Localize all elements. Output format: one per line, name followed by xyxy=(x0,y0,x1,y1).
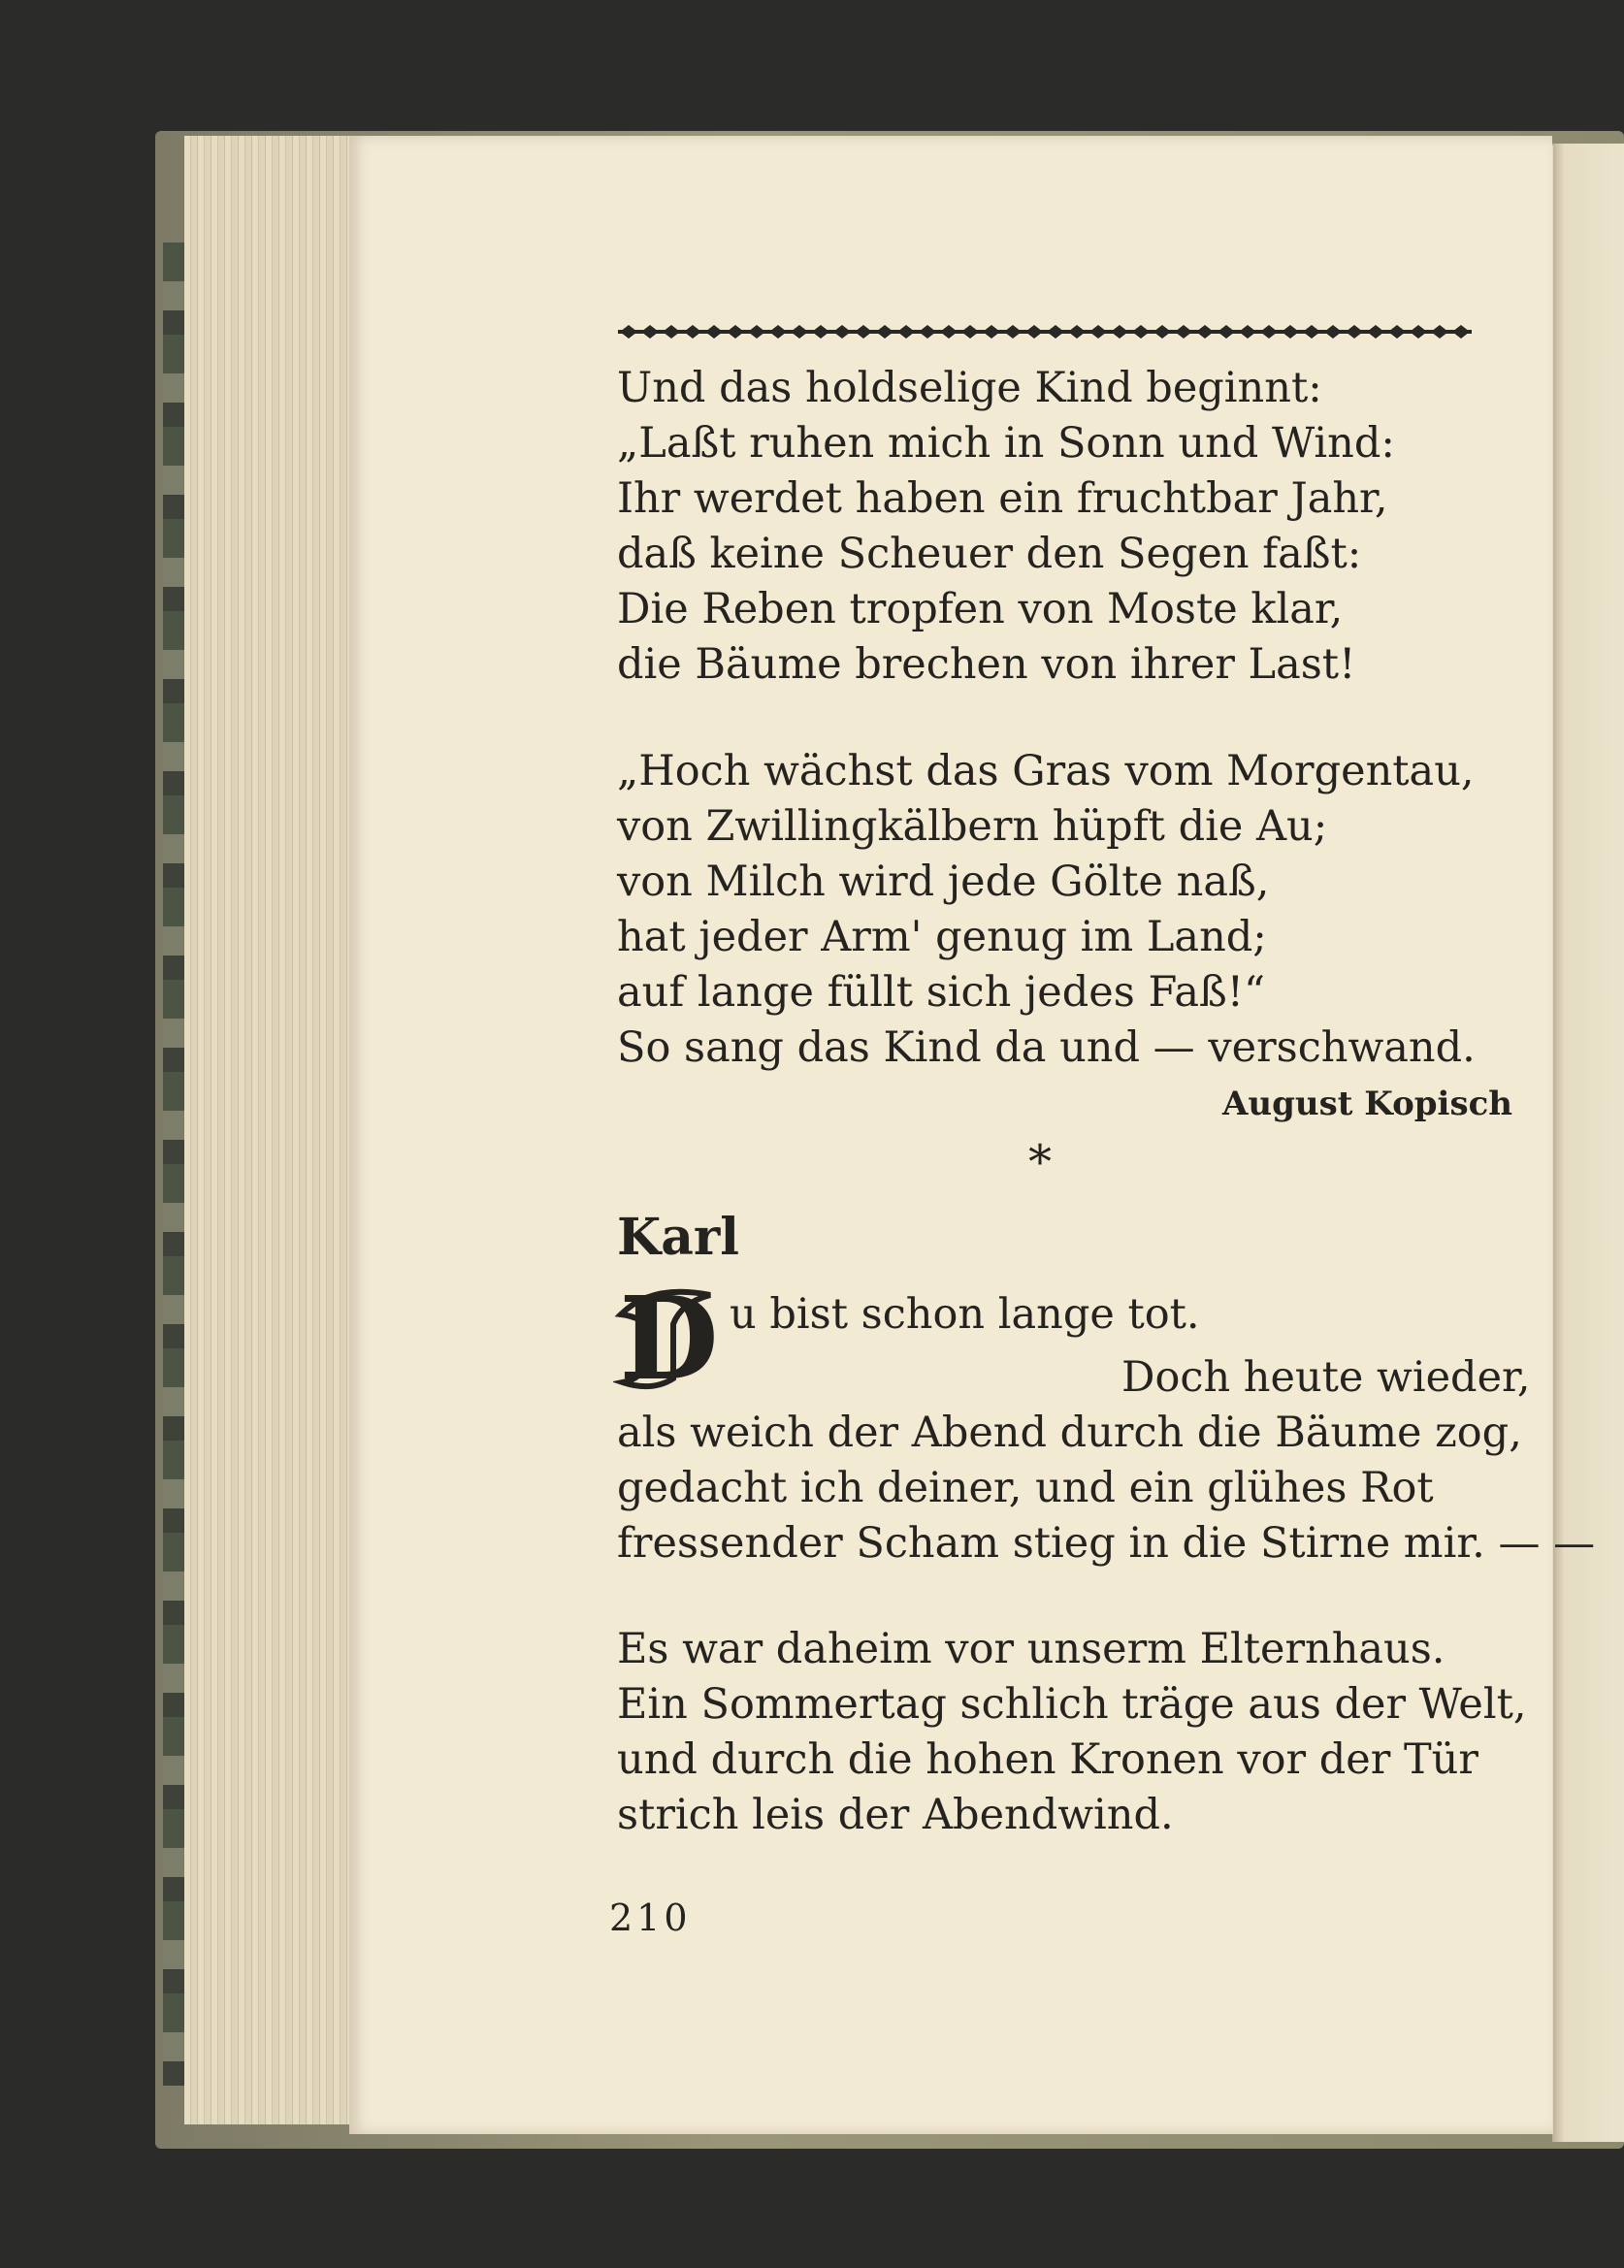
page-number: 210 xyxy=(609,1896,692,1939)
poem-stanza-1 xyxy=(617,364,1490,713)
poem-line: Doch heute wieder, xyxy=(1121,1353,1531,1402)
poem-line: und durch die hohen Kronen vor der Tür xyxy=(617,1735,1478,1784)
poem-stanza-2 xyxy=(617,747,1490,1096)
karl-stanza-2 xyxy=(617,1625,1527,1858)
poem-line: fressender Scham stieg in die Stirne mir. — — xyxy=(617,1519,1596,1568)
page-stack-edges xyxy=(184,136,369,2124)
poem-line: auf lange füllt sich jedes Faß!“ xyxy=(617,968,1265,1017)
ornamental-rule xyxy=(618,314,1472,349)
poem-line: Und das holdselige Kind beginnt: xyxy=(617,364,1322,412)
poem-line: als weich der Abend durch die Bäume zog, xyxy=(617,1409,1522,1457)
karl-first-line: u bist schon lange tot. xyxy=(730,1290,1200,1339)
poem-line: die Bäume brechen von ihrer Last! xyxy=(617,640,1356,689)
karl-stanza-1 xyxy=(617,1353,1596,1605)
poem-line: strich leis der Abendwind. xyxy=(617,1791,1174,1839)
poem-line: Ein Sommertag schlich träge aus der Welt, xyxy=(617,1680,1527,1729)
poem-line: So sang das Kind da und — verschwand. xyxy=(617,1023,1476,1072)
poem-line: „Laßt ruhen mich in Sonn und Wind: xyxy=(617,419,1395,468)
poem-line: Es war daheim vor unserm Elternhaus. xyxy=(617,1625,1445,1673)
poem-line: von Milch wird jede Gölte naß, xyxy=(617,858,1270,906)
drop-cap-letter: D xyxy=(619,1271,719,1406)
poem-line: hat jeder Arm' genug im Land; xyxy=(617,913,1267,961)
right-page-edge xyxy=(1552,144,1624,2142)
poem-line: Die Reben tropfen von Moste klar, xyxy=(617,585,1344,633)
poem-line: gedacht ich deiner, und ein glühes Rot xyxy=(617,1464,1434,1512)
poem-line: von Zwillingkälbern hüpft die Au; xyxy=(617,802,1328,851)
poem-author: August Kopisch xyxy=(1222,1085,1513,1123)
poem-line: „Hoch wächst das Gras vom Morgentau, xyxy=(617,747,1475,795)
section-title: Karl xyxy=(617,1208,740,1267)
section-separator: * xyxy=(1028,1135,1052,1189)
poem-line: daß keine Scheuer den Segen faßt: xyxy=(617,530,1362,578)
poem-line: Ihr werdet haben ein fruchtbar Jahr, xyxy=(617,474,1388,523)
